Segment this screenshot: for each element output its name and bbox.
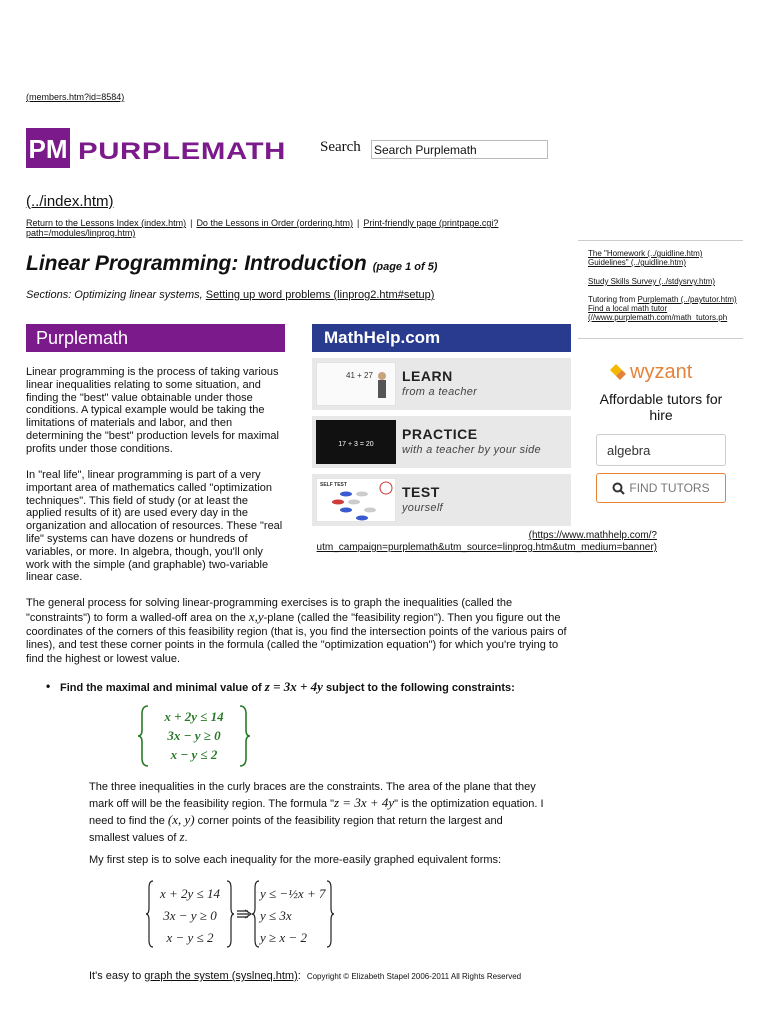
- sections-line: [26, 289, 434, 301]
- learn-subtitle: from a teacher: [402, 386, 478, 398]
- equivalent-row-1: y ≤ −½x + 7: [260, 886, 326, 901]
- first-step-paragraph: My first step is to solve each inequality for the more-easily graphed equivalent forms:: [89, 854, 502, 866]
- lessons-index-link[interactable]: Return to the Lessons Index (index.htm): [26, 218, 187, 228]
- purplemath-banner: Purplemath: [26, 324, 285, 352]
- test-thumb-text: SELF TEST: [320, 482, 347, 488]
- breadcrumb: [26, 218, 556, 238]
- implies-arrow-icon: [237, 910, 251, 918]
- rail-divider: [578, 240, 743, 241]
- mathhelp-banner-link[interactable]: (https://www.mathhelp.com/?utm_campaign=purplemath&utm_source=linprog.htm&utm_medium=banner): [316, 530, 657, 553]
- mathhelp-learn-card[interactable]: [312, 358, 571, 410]
- equivalent-forms-system: [145, 878, 335, 950]
- constraint-1: x + 2y ≤ 14: [164, 709, 224, 724]
- search-icon: [612, 482, 625, 495]
- find-tutors-button[interactable]: [596, 473, 726, 503]
- wyzant-tagline: Affordable tutors for hire: [599, 391, 723, 423]
- equivalent-row-3: y ≥ x − 2: [260, 930, 307, 945]
- chalkboard-icon: [316, 420, 396, 464]
- equivalent-row-2: y ≤ 3x: [260, 908, 292, 923]
- setup-word-problems-link[interactable]: Setting up word problems (linprog2.htm#setup): [205, 289, 435, 301]
- constraint-2: 3x − y ≥ 0: [167, 728, 221, 743]
- graph-system-line: It's easy to graph the system (syslneq.htm): Copyright © Elizabeth Stapel 2006-2011 All Rights Reserved: [89, 970, 522, 982]
- practice-subtitle: with a teacher by your side: [402, 444, 541, 456]
- study-skills-survey-link[interactable]: Study Skills Survey (../stdysrvy.htm): [588, 277, 715, 286]
- intro-paragraph: Linear programming is the process of taking various linear inequalities relating to some situation, and finding the "best" value obtainable under those conditions. A typical example would be taking the limitations of materials and labor, and then determining the "best" production levels for maximal profits under those conditions.: [26, 366, 279, 455]
- practice-thumb-text: 17 + 3 = 20: [338, 441, 374, 448]
- mathhelp-test-card[interactable]: [312, 474, 571, 526]
- logo-name: PURPLEMATH: [78, 138, 286, 165]
- print-friendly-link[interactable]: Print-friendly page (printpage.cgi?path=/modules/linprog.htm): [26, 218, 499, 238]
- purplemath-tutoring-link[interactable]: Purplemath (../paytutor.htm): [637, 295, 737, 304]
- wyzant-logo[interactable]: [606, 358, 716, 384]
- local-tutor-link[interactable]: Find a local math tutor (//www.purplemath.com/math_tutors.ph: [588, 304, 728, 322]
- breadcrumb-separator: |: [357, 218, 360, 228]
- tutoring-prefix: Tutoring from: [588, 295, 638, 304]
- practice-title: PRACTICE: [402, 426, 478, 442]
- sections-prefix: Sections: Optimizing linear systems,: [26, 289, 203, 301]
- members-link[interactable]: (members.htm?id=8584): [26, 92, 125, 102]
- objective-function: z = 3x + 4y: [264, 679, 323, 694]
- page-indicator: (page 1 of 5): [372, 261, 438, 273]
- mathhelp-practice-card[interactable]: [312, 416, 571, 468]
- index-link[interactable]: (../index.htm): [26, 193, 114, 210]
- homework-guidelines-link[interactable]: The "Homework (../guidline.htm) Guidelines" (../guidline.htm): [588, 249, 703, 267]
- rail-divider: [578, 338, 743, 339]
- search-input[interactable]: [371, 140, 548, 159]
- constraint-3: x − y ≤ 2: [170, 747, 218, 762]
- constraints-explanation: The three inequalities in the curly braces are the constraints. The area of the plane that they mark off will be the feasibility region. The formula "z = 3x + 4y" is the optimization equation. I need to find the (x, y) corner points of the feasibility region that return the largest and smallest values of z.: [89, 781, 544, 844]
- copyright-notice: Copyright © Elizabeth Stapel 2006-2011 All Rights Reserved: [306, 972, 522, 981]
- find-tutors-label: FIND TUTORS: [629, 481, 710, 495]
- system-row-3: x − y ≤ 2: [166, 930, 214, 945]
- logo-mark: PM: [28, 134, 68, 164]
- learn-thumb-text: 41 + 27: [346, 371, 373, 380]
- whiteboard-teacher-icon: [316, 362, 396, 406]
- exercise-bullet: • Find the maximal and minimal value of z = 3x + 4y subject to the following constraints:: [60, 681, 560, 695]
- graph-system-link[interactable]: graph the system (syslneq.htm): [144, 970, 298, 982]
- system-row-1: x + 2y ≤ 14: [160, 886, 220, 901]
- wyzant-logo-text: wyzant: [630, 361, 693, 383]
- real-life-paragraph: In "real life", linear programming is part of a very important area of mathematics called "optimization techniques". This field of study (or at least the applied results of it) are used every day in the organization and allocation of resources. These "real life" systems can have dozens or hundreds of variables, or more. In algebra, though, you'll only work with the simple (and graphable) two-variable linear case.: [26, 469, 283, 584]
- general-process-paragraph: The general process for solving linear-programming exercises is to graph the inequalities (called the "constraints") to form a walled-off area on the x,y-plane (called the "feasibility region"). Then you figure out the coordinates of the corners of this feasibility region (that is, you find the intersection points of the various pairs of lines), and test these corner points in the formula (called the "optimization equation") for which you're trying to find the highest or lowest value.: [26, 597, 567, 665]
- system-row-2: 3x − y ≥ 0: [163, 908, 217, 923]
- mathhelp-banner[interactable]: MathHelp.com: [312, 324, 571, 352]
- search-label: Search: [320, 139, 361, 155]
- test-title: TEST: [402, 484, 440, 500]
- title-text: Linear Programming: Introduction: [26, 252, 367, 275]
- purplemath-logo[interactable]: [26, 128, 290, 168]
- constraints-system: [138, 704, 250, 768]
- breadcrumb-separator: |: [190, 218, 193, 228]
- learn-title: LEARN: [402, 368, 453, 384]
- lessons-order-link[interactable]: Do the Lessons in Order (ordering.htm): [196, 218, 354, 228]
- self-test-sheet-icon: [316, 478, 396, 522]
- page-title: [26, 252, 437, 276]
- xy-variable: x,y: [248, 609, 264, 625]
- test-subtitle: yourself: [402, 502, 443, 514]
- tutoring-block: [588, 295, 763, 322]
- tutor-subject-input[interactable]: [596, 434, 726, 466]
